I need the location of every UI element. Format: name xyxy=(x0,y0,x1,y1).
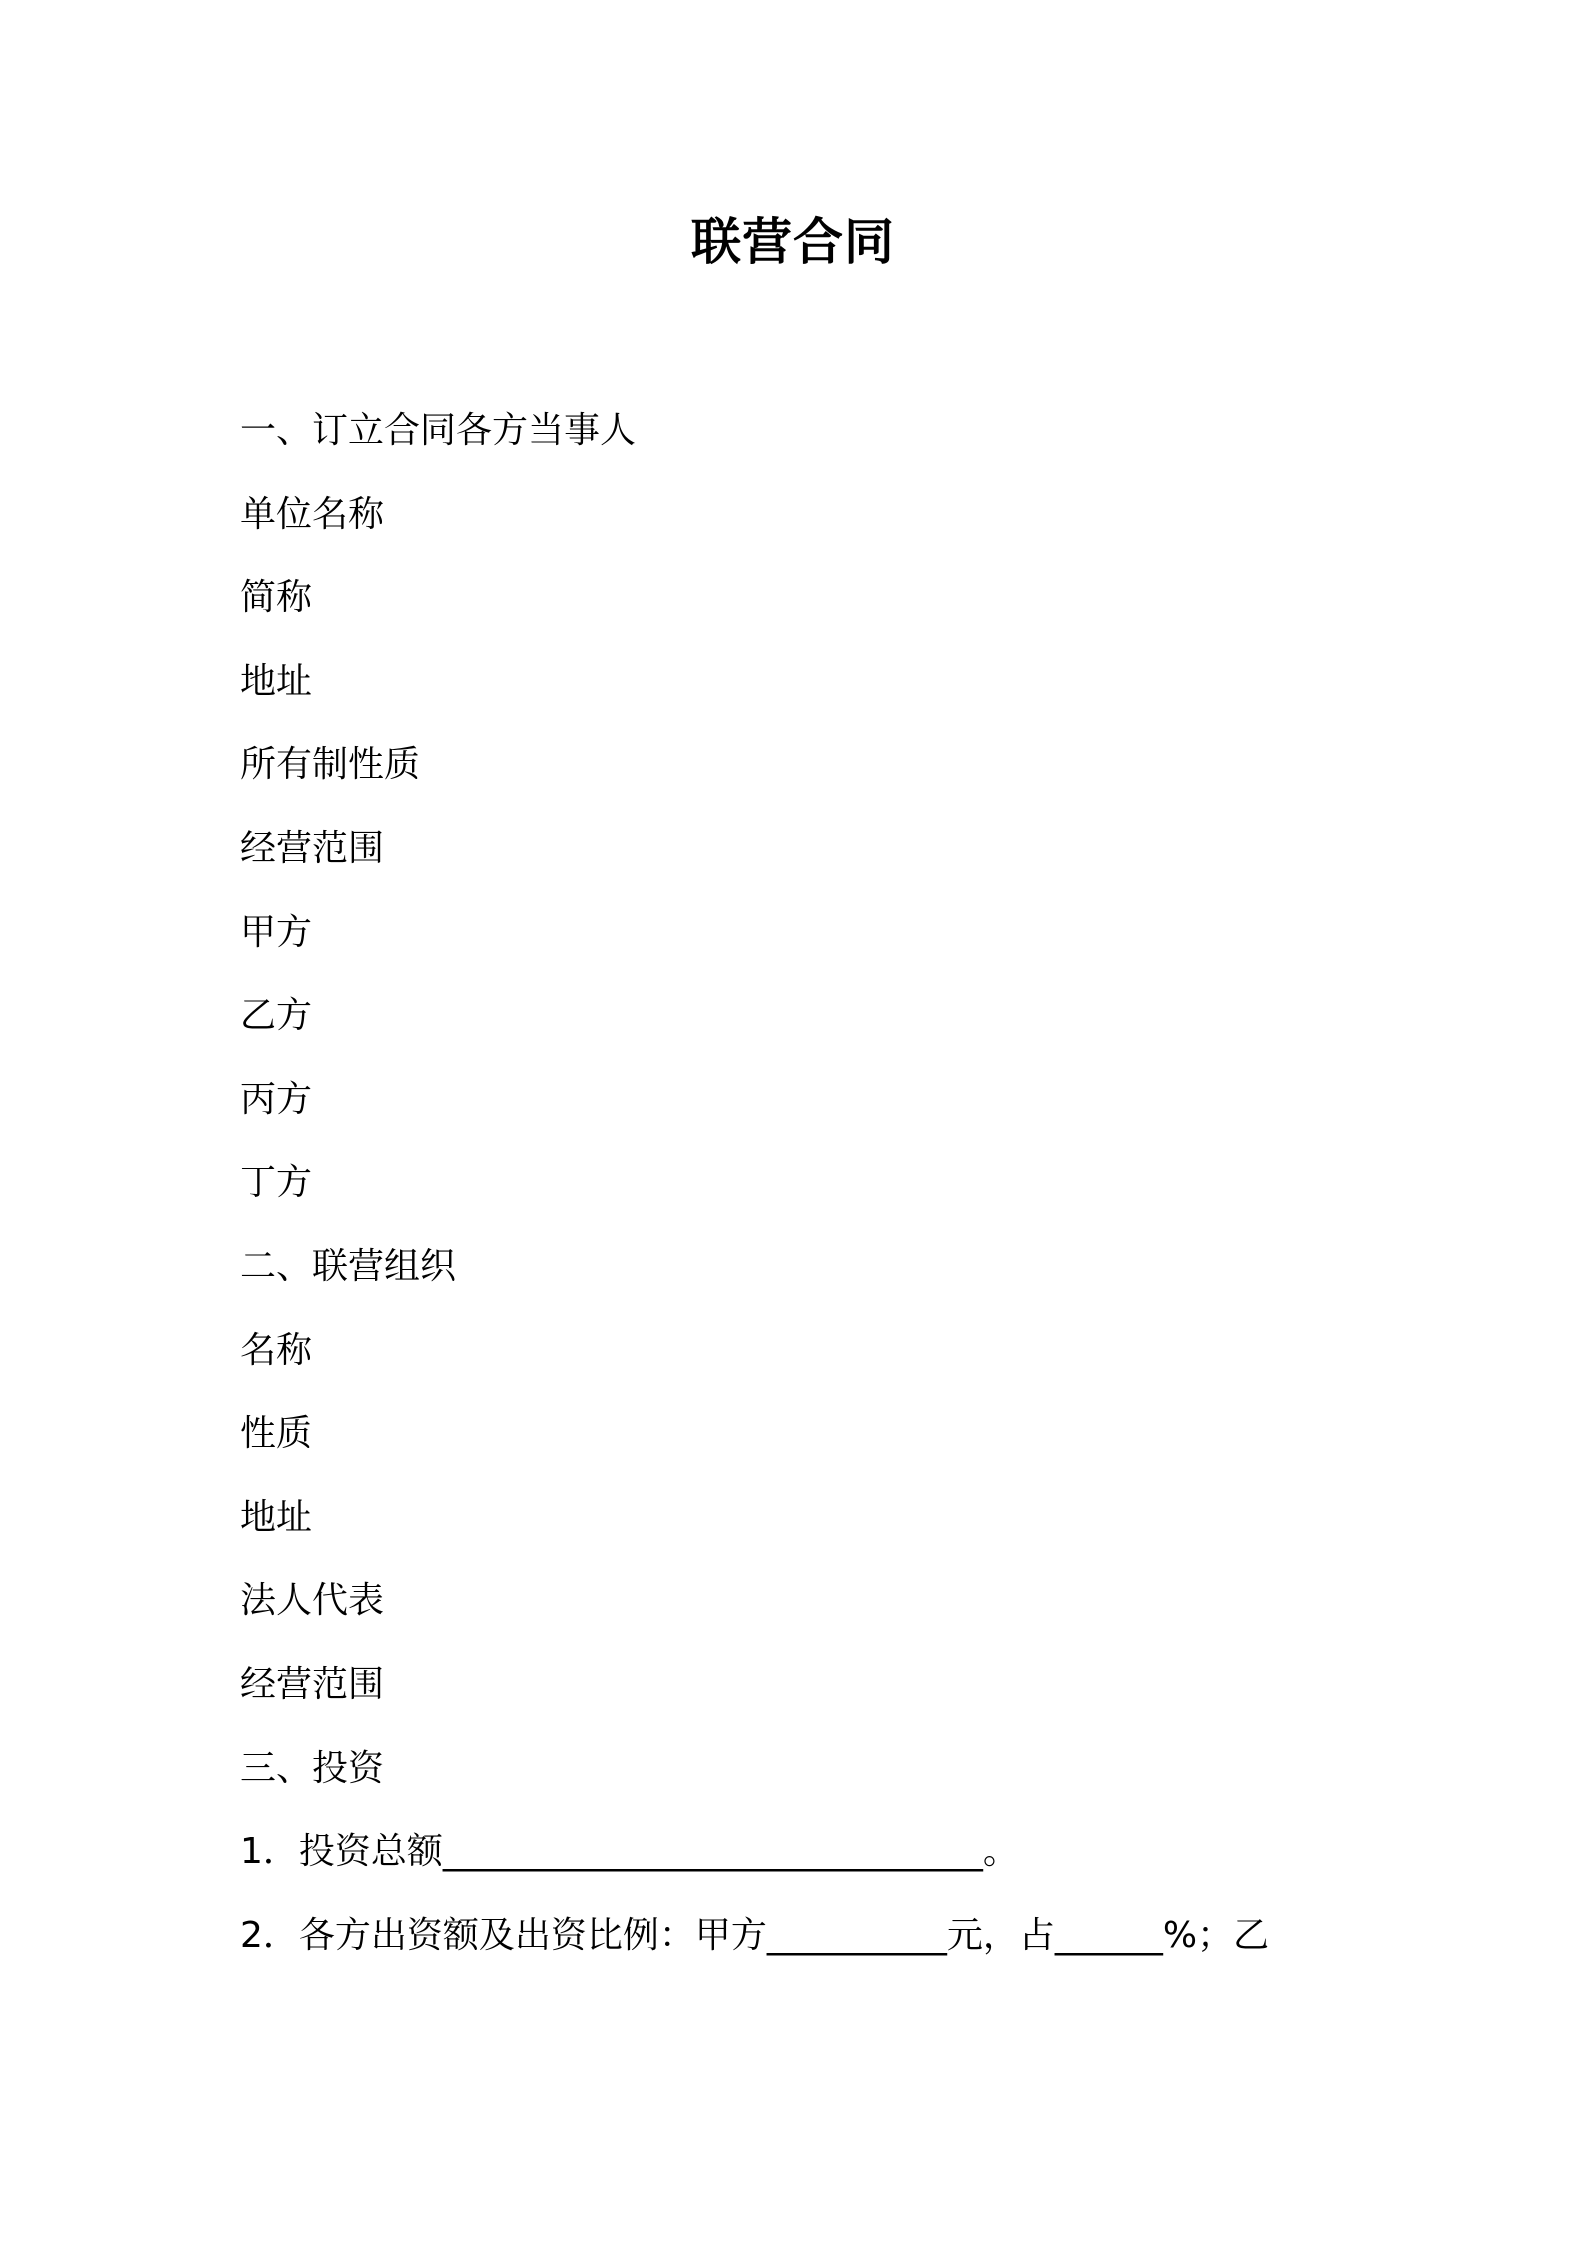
org-field-name: 名称 xyxy=(240,1329,313,1371)
investment-ratio-clause: 2．各方出资额及出资比例：甲方__________元，占______%；乙 xyxy=(240,1914,1270,1956)
org-field-address: 地址 xyxy=(240,1496,313,1538)
section-heading-parties: 一、订立合同各方当事人 xyxy=(240,410,637,451)
org-field-business-scope: 经营范围 xyxy=(240,1663,385,1705)
document-title: 联营合同 xyxy=(691,213,895,271)
field-label-address: 地址 xyxy=(240,660,313,702)
party-b-label: 乙方 xyxy=(240,995,313,1037)
contract-body xyxy=(240,404,1380,1992)
org-field-nature: 性质 xyxy=(240,1413,313,1455)
section-heading-investment: 三、投资 xyxy=(240,1747,385,1789)
field-label-unit-name: 单位名称 xyxy=(240,493,385,535)
field-label-ownership: 所有制性质 xyxy=(240,744,421,786)
org-field-legal-representative: 法人代表 xyxy=(240,1580,385,1622)
investment-total-clause: 1．投资总额______________________________。 xyxy=(240,1831,1019,1873)
field-label-short-name: 简称 xyxy=(240,577,313,619)
party-c-label: 丙方 xyxy=(240,1078,313,1120)
party-d-label: 丁方 xyxy=(240,1162,313,1204)
field-label-business-scope: 经营范围 xyxy=(240,827,385,869)
party-a-label: 甲方 xyxy=(240,911,313,953)
section-heading-organization: 二、联营组织 xyxy=(240,1245,457,1287)
